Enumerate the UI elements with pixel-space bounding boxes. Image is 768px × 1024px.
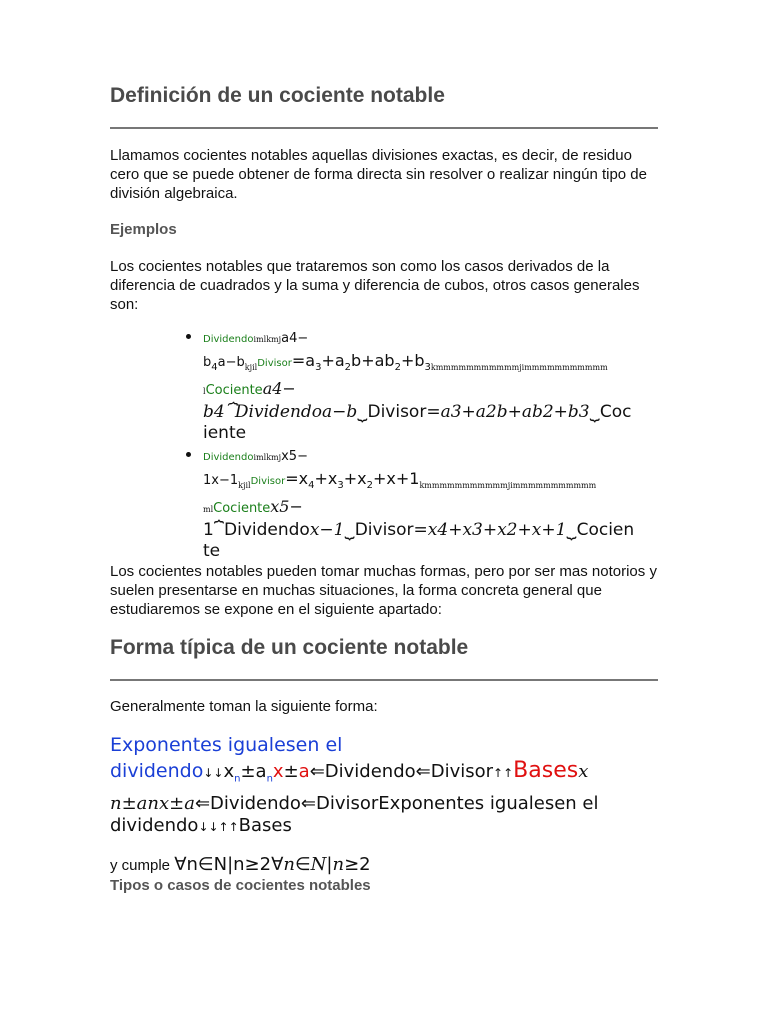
intro-paragraph: Llamamos cocientes notables aquellas divisiones exactas, es decir, de residuo cero que se puede obtener de forma directa sin resolver o realizar ningún tipo de división algebraica.	[110, 147, 647, 202]
section-divider	[110, 127, 658, 129]
formula-list	[110, 326, 658, 562]
formula-1-line-1: • Dividendoimlkmja4−	[203, 331, 309, 346]
formula-1-line-2: $b_4a-b_{kjil}Divisor=a_3+a_2b+ab_2+b_{3kmmmmmmmmmmmjimmmmmmmmmmm}$	[203, 351, 608, 374]
formula-2-line-3: mlCocientex5−	[203, 497, 303, 517]
typical-form-line-4: dividendo↓↓↑↑Bases	[110, 814, 292, 836]
formula-item-1	[203, 326, 658, 444]
formula-item-2	[203, 444, 658, 562]
section-title-forma-tipica: Forma típica de un cociente notable	[110, 636, 469, 660]
typical-form-line-1: Exponentes igualesen el	[110, 734, 343, 757]
formula-1-line-3: lCocientea4−	[203, 379, 296, 399]
forma-intro-paragraph: Generalmente toman la siguiente forma:	[110, 698, 378, 716]
section-divider	[110, 679, 658, 681]
formula-1-line-5: iente	[203, 423, 247, 444]
formula-1-line-4: b4⏞Dividendoa−b⏟Divisor=a3+a2b+ab2+b3⏟Coc	[203, 402, 632, 423]
typical-form-formula	[110, 732, 658, 838]
formula-2-line-5: te	[203, 541, 221, 562]
formula-2-line-4: 1⏞Dividendox−1⏟Divisor=x4+x3+x2+x+1⏟Cocien	[203, 520, 635, 541]
formula-2-line-2: $1x-1_{kjil}Divisor=x_4+x_3+x_2+x+1_{kmmmmmmmmmmmjimmmmmmmmmmm}$	[203, 469, 597, 492]
typical-form-line-3: n±anx±a⇐Dividendo⇐DivisorExponentes igualesen el	[110, 792, 599, 814]
section-title-tipos: Tipos o casos de cocientes notables	[110, 876, 371, 894]
document-content	[110, 84, 658, 894]
examples-intro-paragraph: Los cocientes notables que trataremos son como los casos derivados de la diferencia de cuadrados y la suma y diferencia de cubos, otros casos generales son:	[110, 258, 640, 313]
section-title-definicion: Definición de un cociente notable	[110, 84, 445, 107]
typical-form-line-2: $dividendo↓↓x_n\pm a_nx\pm a⇐Dividendo⇐Divisor↑↑Basesx$	[110, 758, 589, 785]
forms-paragraph: Los cocientes notables pueden tomar muchas formas, pero por ser mas notorios y suelen presentarse en muchas situaciones, la forma concreta general que estudiaremos se expone en el siguiente apartado:	[110, 563, 657, 619]
examples-heading: Ejemplos	[110, 221, 177, 238]
condition-line: y cumple ∀n∈N|n≥2∀n∈N|n≥2	[110, 853, 371, 875]
formula-2-line-1: • Dividendoimlkmjx5−	[203, 449, 308, 465]
